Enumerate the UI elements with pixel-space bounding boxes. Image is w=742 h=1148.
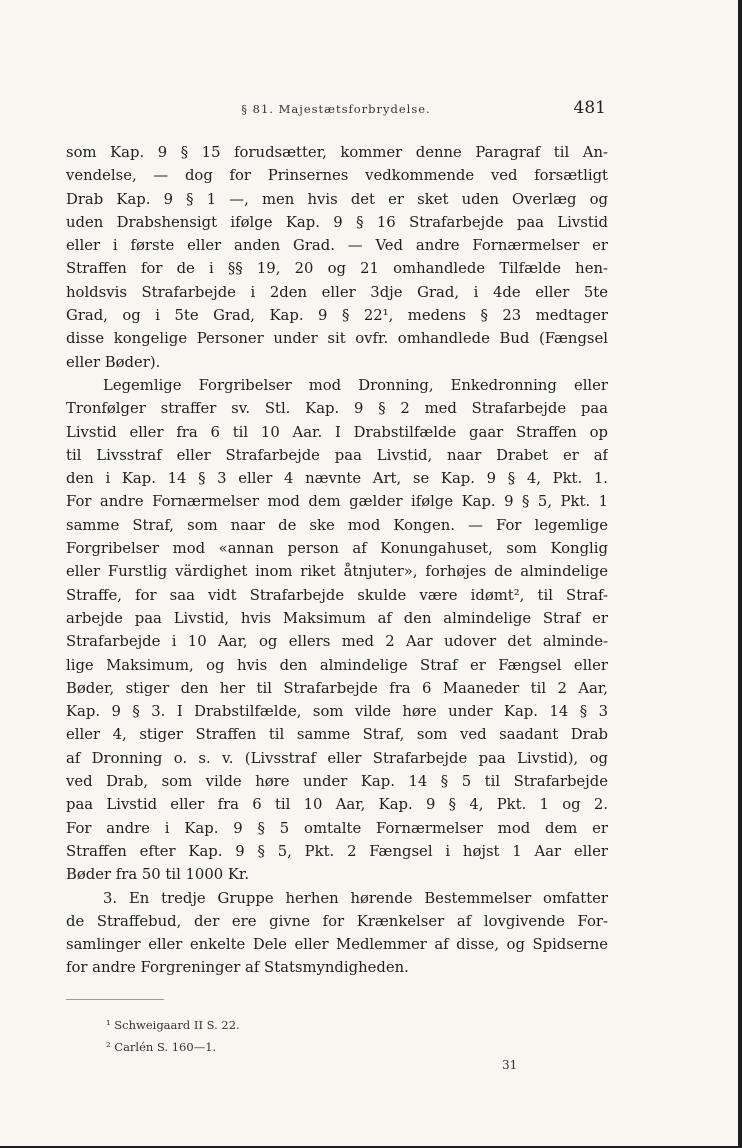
text-line: Livstid eller fra 6 til 10 Aar. I Drabstilfælde gaar Straffen op bbox=[66, 423, 608, 441]
text-line: eller Furstlig värdighet inom riket åtnjuter», forhøjes de almindelige bbox=[66, 563, 608, 581]
text-line: den i Kap. 14 § 3 eller 4 nævnte Art, se Kap. 9 § 4, Pkt. 1. bbox=[66, 470, 608, 488]
text-line: Tronfølger straffer sv. Stl. Kap. 9 § 2 med Strafarbejde paa bbox=[66, 400, 608, 418]
text-line: For andre i Kap. 9 § 5 omtalte Fornærmelser mod dem er bbox=[66, 819, 608, 837]
text-line: eller Bøder). bbox=[66, 353, 161, 371]
text-line: disse kongelige Personer under sit ovfr. omhandlede Bud (Fængsel bbox=[66, 330, 608, 348]
text-line: Grad, og i 5te Grad, Kap. 9 § 22¹, medens § 23 medtager bbox=[66, 307, 608, 325]
text-line: For andre Fornærmelser mod dem gælder ifølge Kap. 9 § 5, Pkt. 1 bbox=[66, 493, 608, 511]
footnote-divider bbox=[66, 999, 164, 1000]
text-line: vendelse, — dog for Prinsernes vedkommende ved forsætligt bbox=[66, 167, 608, 185]
text-line: holdsvis Strafarbejde i 2den eller 3dje Grad, i 4de eller 5te bbox=[66, 283, 608, 301]
footnote: ¹ Schweigaard II S. 22. bbox=[106, 1018, 240, 1032]
text-line: til Livsstraf eller Strafarbejde paa Livstid, naar Drabet er af bbox=[66, 446, 608, 464]
text-line: Straffen for de i §§ 19, 20 og 21 omhandlede Tilfælde hen- bbox=[66, 260, 608, 278]
text-line: Bøder fra 50 til 1000 Kr. bbox=[66, 866, 250, 884]
footnotes bbox=[106, 1014, 406, 1058]
text-line: arbejde paa Livstid, hvis Maksimum af den almindelige Straf er bbox=[66, 609, 608, 627]
footnote: ² Carlén S. 160—1. bbox=[106, 1040, 217, 1054]
text-line: eller i første eller anden Grad. — Ved andre Fornærmelser er bbox=[66, 237, 608, 255]
text-line: Straffen efter Kap. 9 § 5, Pkt. 2 Fængsel i højst 1 Aar eller bbox=[66, 842, 608, 860]
text-line: Kap. 9 § 3. I Drabstilfælde, som vilde høre under Kap. 14 § 3 bbox=[66, 703, 608, 721]
text-line: paa Livstid eller fra 6 til 10 Aar, Kap. 9 § 4, Pkt. 1 og 2. bbox=[66, 796, 608, 814]
text-line: af Dronning o. s. v. (Livsstraf eller Strafarbejde paa Livstid), og bbox=[66, 749, 608, 767]
text-line: samme Straf, som naar de ske mod Kongen. — For legemlige bbox=[66, 516, 608, 534]
text-line: samlinger eller enkelte Dele eller Medlemmer af disse, og Spidserne bbox=[66, 936, 608, 954]
text-line: Drab Kap. 9 § 1 —, men hvis det er sket uden Overlæg og bbox=[66, 190, 608, 208]
page-number: 481 bbox=[573, 98, 606, 118]
text-line: for andre Forgreninger af Statsmyndigheden. bbox=[66, 959, 409, 977]
signature-mark: 31 bbox=[502, 1058, 518, 1072]
text-line: Straffe, for saa vidt Strafarbejde skulde være idømt², til Straf- bbox=[66, 586, 608, 604]
text-line: ved Drab, som vilde høre under Kap. 14 § 5 til Strafarbejde bbox=[66, 773, 608, 791]
text-line: eller 4, stiger Straffen til samme Straf, som ved saadant Drab bbox=[66, 726, 608, 744]
paragraph-start-line: 3. En tredje Gruppe herhen hørende Bestemmelser omfatter bbox=[103, 889, 608, 907]
text-line: Bøder, stiger den her til Strafarbejde fra 6 Maaneder til 2 Aar, bbox=[66, 679, 608, 697]
text-line: Strafarbejde i 10 Aar, og ellers med 2 Aar udover det alminde- bbox=[66, 633, 608, 651]
body-text bbox=[66, 141, 608, 980]
page-header bbox=[66, 98, 606, 122]
text-line: Forgribelser mod «annan person af Konungahuset, som Konglig bbox=[66, 540, 608, 558]
text-line: lige Maksimum, og hvis den almindelige Straf er Fængsel eller bbox=[66, 656, 608, 674]
text-line: de Straffebud, der ere givne for Krænkelser af lovgivende For- bbox=[66, 912, 608, 930]
text-line: som Kap. 9 § 15 forudsætter, kommer denne Paragraf til An- bbox=[66, 144, 608, 161]
text-line: uden Drabshensigt ifølge Kap. 9 § 16 Strafarbejde paa Livstid bbox=[66, 213, 608, 231]
running-title: § 81. Majestætsforbrydelse. bbox=[241, 102, 431, 116]
paragraph-start-line: Legemlige Forgribelser mod Dronning, Enkedronning eller bbox=[103, 376, 608, 394]
